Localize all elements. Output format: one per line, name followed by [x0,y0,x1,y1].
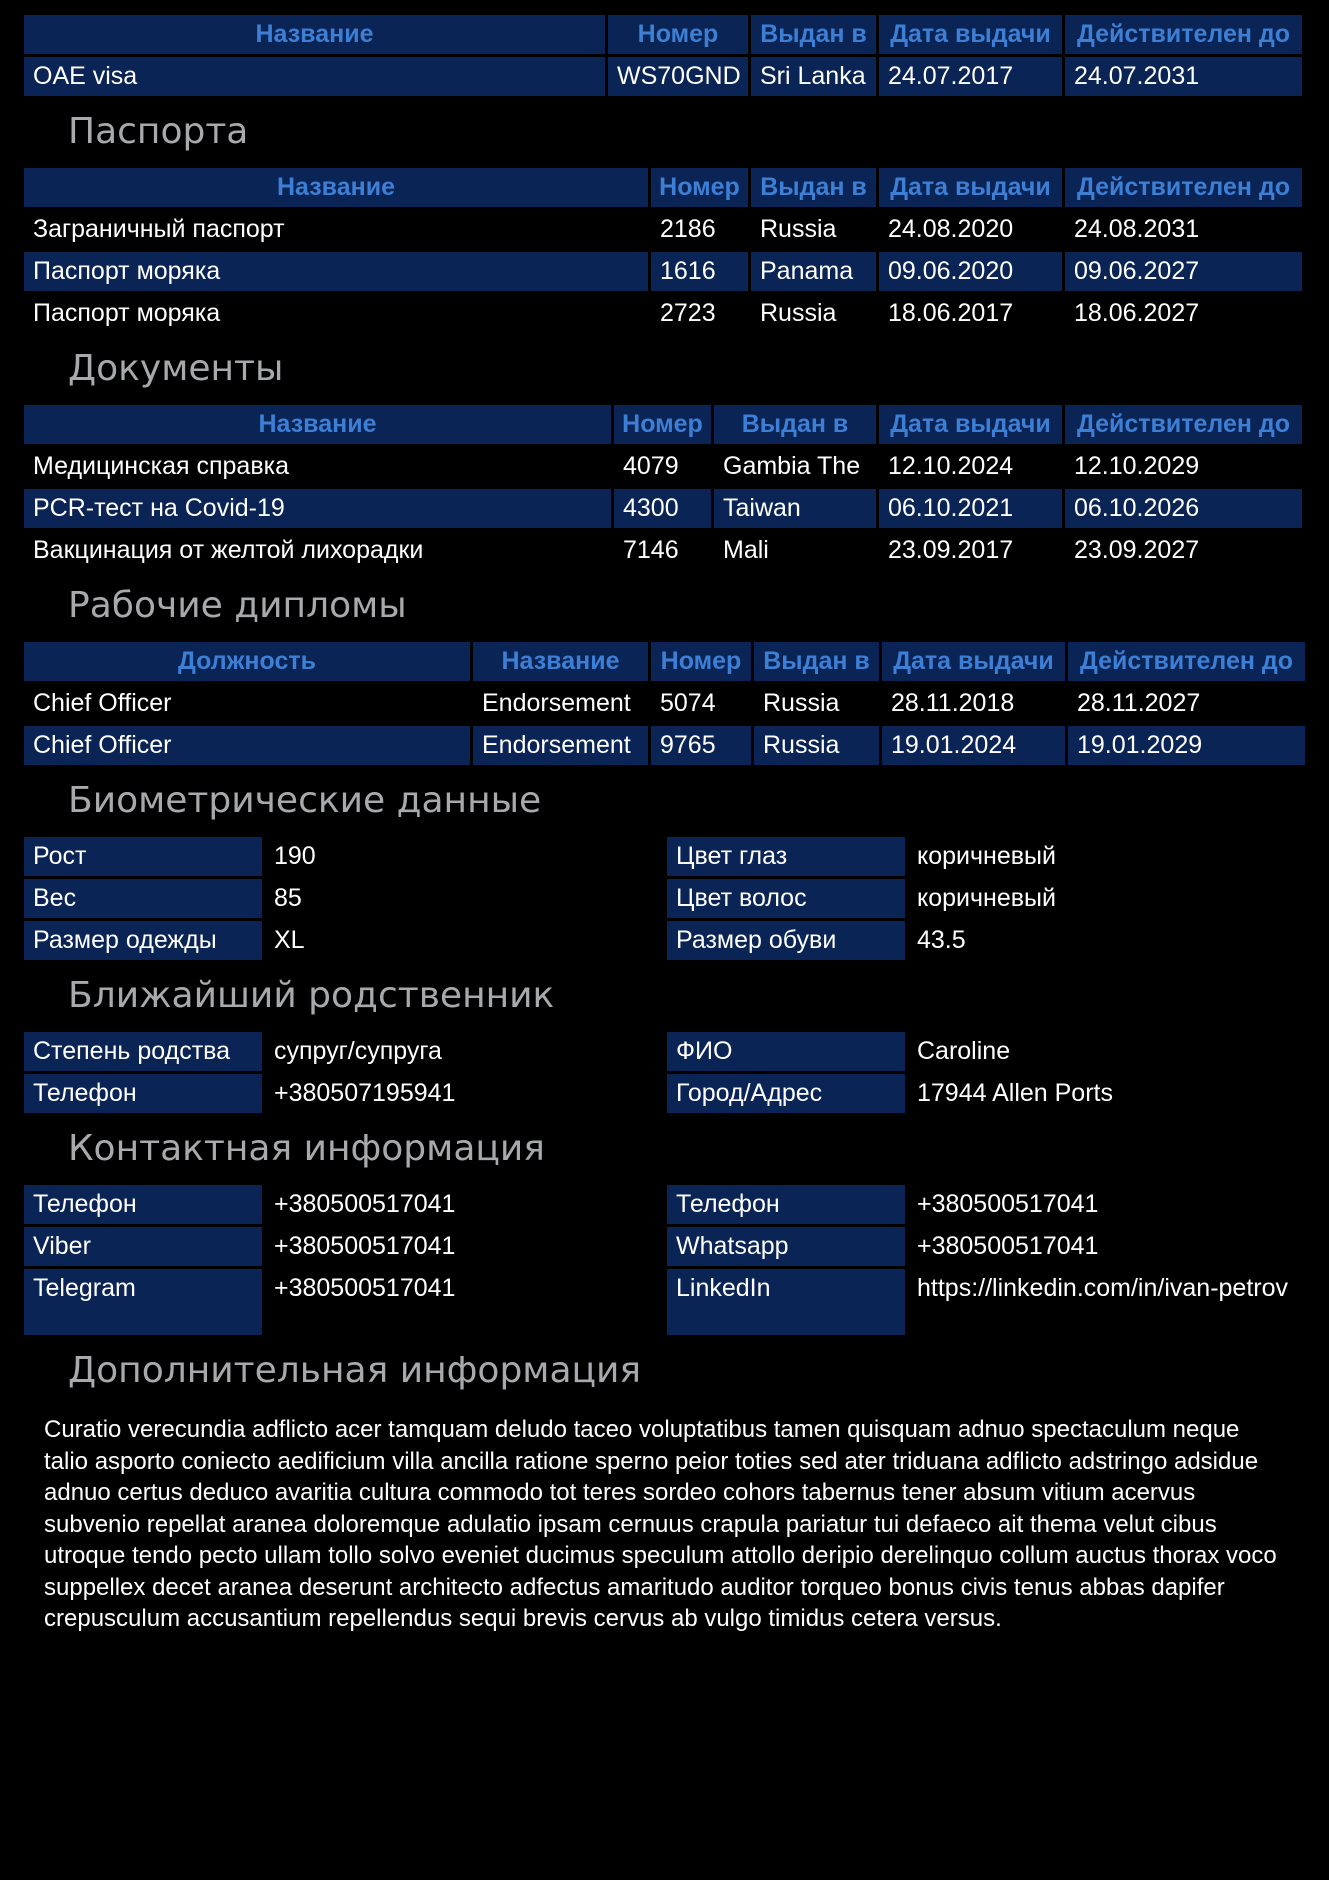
column-header: Действителен до [1065,405,1302,444]
field-value: 17944 Allen Ports [917,1079,1113,1107]
column-header: Действителен до [1065,15,1302,54]
table-row [24,447,1302,486]
table-header-row [24,642,1305,681]
document-issue-date: 12.10.2024 [888,452,1014,480]
diploma-name: Endorsement [482,689,631,717]
visa-name: OAE visa [24,57,605,96]
document-issue-date: 23.09.2017 [888,536,1014,564]
field-label: Цвет глаз [667,837,905,876]
diplomas-table [21,639,1308,768]
whatsapp-value: +380500517041 [917,1232,1099,1260]
document-number: 7146 [623,536,679,564]
table-row [24,294,1302,333]
document-issue-date: 06.10.2021 [879,489,1062,528]
column-header: Дата выдачи [879,405,1062,444]
field-value: 190 [274,842,316,870]
passport-valid-until: 09.06.2027 [1065,252,1302,291]
passport-issue-date: 09.06.2020 [879,252,1062,291]
field-label: Телефон [667,1185,905,1224]
field-value: +380507195941 [274,1079,456,1107]
diploma-issue-date: 28.11.2018 [891,689,1015,717]
passport-name: Паспорт моряка [33,299,221,327]
field-label: Whatsapp [667,1227,905,1266]
document-valid-until: 23.09.2027 [1074,536,1200,564]
column-header: Номер [608,15,748,54]
document-name: Медицинская справка [33,452,289,480]
document-valid-until: 12.10.2029 [1074,452,1200,480]
column-header: Номер [651,642,751,681]
column-header: Выдан в [751,168,876,207]
document-issued-in: Taiwan [714,489,876,528]
section-title-diplomas: Рабочие дипломы [68,585,407,626]
column-header: Название [24,15,605,54]
phone-value: +380500517041 [917,1190,1099,1218]
document-name: PCR-тест на Covid-19 [24,489,611,528]
passport-issued-in: Russia [760,299,837,327]
passports-table [21,165,1305,336]
table-row [24,684,1305,723]
additional-info-text: Curatio verecundia adflicto acer tamquam deludo taceo voluptatibus tamen quisquam adnuo spectaculum neque talio asporto coniecto aedificium villa ancilla ratione sperno peior toties sed ater triduana adflicto adstringo adsidue adnuo certus deduco avaritia cultura commodo tot teres sordeo cohors tabernus tener absum vitium acervus subvenio repellat aranea doloremque adulatio ipsam cernuus crapula pariatur tui defaeco ait thema velut cibus utroque tendo pecto ullam tollo solvo eveniet ducimus speculum attollo deripio derelinquo collum auctus thorax voco suppellex decet aranea deserunt architecto adfectus amaritudo auditor torqueo bonus civis tenus abbas dapifer crepusculum accusantium repellendus sequi brevis cervus ab vulgo timidus cetera versus. [44,1416,1277,1632]
column-header: Название [24,405,611,444]
table-row [24,531,1302,570]
field-label: Telegram [24,1269,262,1335]
document-number: 4079 [623,452,679,480]
diploma-number: 5074 [660,689,716,717]
column-header: Название [24,168,648,207]
table-row [24,489,1302,528]
field-value: XL [274,926,305,954]
passport-issue-date: 24.08.2020 [888,215,1014,243]
column-header: Название [473,642,648,681]
field-label: Размер обуви [667,921,905,960]
field-value: Caroline [917,1037,1011,1065]
field-label: Размер одежды [24,921,262,960]
field-label: Степень родства [24,1032,262,1071]
diploma-issue-date: 19.01.2024 [882,726,1065,765]
kv-row [24,1269,1308,1335]
field-label: Телефон [24,1185,262,1224]
diploma-valid-until: 19.01.2029 [1068,726,1305,765]
field-value: супруг/супруга [274,1037,442,1065]
field-label: Viber [24,1227,262,1266]
linkedin-link[interactable]: https://linkedin.com/in/ivan-petrov [917,1274,1289,1302]
telegram-value: +380500517041 [274,1274,456,1302]
column-header: Дата выдачи [879,168,1062,207]
passport-issued-in: Panama [751,252,876,291]
diploma-issued-in: Russia [754,726,879,765]
table-row [24,252,1302,291]
field-label: Цвет волос [667,879,905,918]
field-label: LinkedIn [667,1269,905,1335]
column-header: Выдан в [714,405,876,444]
passport-name: Заграничный паспорт [33,215,285,243]
table-row [24,57,1302,96]
field-label: Город/Адрес [667,1074,905,1113]
table-row [24,726,1305,765]
viber-value: +380500517041 [274,1232,456,1260]
kv-row [24,921,1308,960]
kv-row [24,879,1308,918]
visa-issue-date: 24.07.2017 [879,57,1062,96]
column-header: Выдан в [754,642,879,681]
section-title-biometrics: Биометрические данные [68,780,542,821]
document-issued-in: Gambia The [723,452,861,480]
column-header: Действителен до [1068,642,1305,681]
passport-issued-in: Russia [760,215,837,243]
field-value: 43.5 [917,926,966,954]
passport-number: 2186 [660,215,716,243]
kv-row [24,1032,1308,1071]
visas-table [21,12,1305,99]
diploma-name: Endorsement [473,726,648,765]
section-title-passports: Паспорта [68,111,249,152]
field-value: 85 [274,884,302,912]
section-title-contacts: Контактная информация [68,1128,545,1169]
column-header: Выдан в [751,15,876,54]
contacts-table [21,1182,1311,1338]
section-title-next-of-kin: Ближайший родственник [68,975,555,1016]
field-value: коричневый [917,884,1056,912]
passport-valid-until: 18.06.2027 [1074,299,1200,327]
column-header: Действителен до [1065,168,1302,207]
table-header-row [24,405,1302,444]
passport-number: 2723 [660,299,716,327]
table-header-row [24,15,1302,54]
field-label: ФИО [667,1032,905,1071]
column-header: Дата выдачи [879,15,1062,54]
kv-row [24,1227,1308,1266]
document-valid-until: 06.10.2026 [1065,489,1302,528]
passport-valid-until: 24.08.2031 [1074,215,1200,243]
visa-valid-until: 24.07.2031 [1065,57,1302,96]
kv-row [24,1185,1308,1224]
field-label: Телефон [24,1074,262,1113]
diploma-valid-until: 28.11.2027 [1077,689,1201,717]
passport-issue-date: 18.06.2017 [888,299,1014,327]
field-value: коричневый [917,842,1056,870]
section-title-additional: Дополнительная информация [68,1350,642,1391]
document-name: Вакцинация от желтой лихорадки [33,536,424,564]
visa-number: WS70GND [608,57,748,96]
column-header: Номер [614,405,711,444]
section-title-documents: Документы [68,348,284,389]
documents-table [21,402,1305,573]
column-header: Номер [651,168,748,207]
document-number: 4300 [614,489,711,528]
diploma-position: Chief Officer [33,689,172,717]
phone-value: +380500517041 [274,1190,456,1218]
kv-row [24,837,1308,876]
visa-issued-in: Sri Lanka [751,57,876,96]
biometrics-table [21,834,1311,963]
diploma-position: Chief Officer [24,726,470,765]
diploma-number: 9765 [651,726,751,765]
kv-row [24,1074,1308,1113]
passport-name: Паспорт моряка [24,252,648,291]
table-row [24,210,1302,249]
column-header: Дата выдачи [882,642,1065,681]
field-label: Вес [24,879,262,918]
table-header-row [24,168,1302,207]
passport-number: 1616 [651,252,748,291]
document-issued-in: Mali [723,536,769,564]
next-of-kin-table [21,1029,1311,1116]
diploma-issued-in: Russia [763,689,840,717]
column-header: Должность [24,642,470,681]
field-label: Рост [24,837,262,876]
